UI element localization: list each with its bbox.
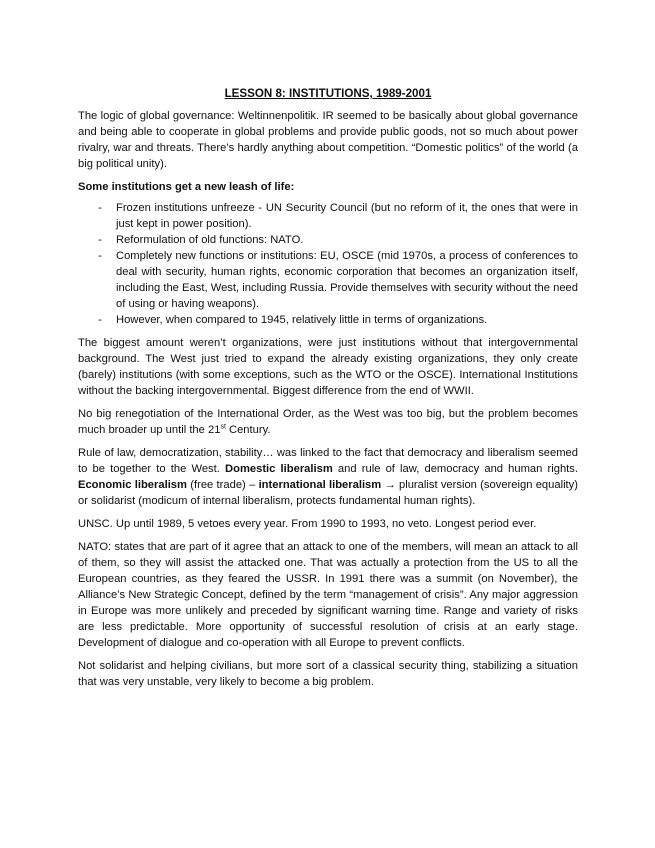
paragraph-unsc: UNSC. Up until 1989, 5 vetoes every year. From 1990 to 1993, no veto. Longest period ever. xyxy=(78,518,537,530)
paragraph-text: No big renegotiation of the International Order, as the West was too big, but the problem becomes much broader up until the 21 xyxy=(78,408,578,436)
paragraph-conclusion: Not solidarist and helping civilians, but more sort of a classical security thing, stabilizing a situation that was very unstable, very likely to become a big problem. xyxy=(78,660,578,688)
list-item-text: Completely new functions or institutions: EU, OSCE (mid 1970s, a process of conferences to deal with security, human rights, economic corporation that becomes an organization itself, including the East, West, including Russia. Provide themselves with security without the need of using or having weapons). xyxy=(116,250,578,310)
bullet-dash: - xyxy=(98,250,102,262)
paragraph-text-end: Century. xyxy=(225,424,271,436)
list-item-text: However, when compared to 1945, relatively little in terms of organizations. xyxy=(116,314,488,326)
bullet-dash: - xyxy=(98,234,102,246)
term-international-liberalism: international liberalism xyxy=(258,479,382,491)
list-item-text: Reformulation of old functions: NATO. xyxy=(116,234,304,246)
list-item xyxy=(78,200,578,232)
term-domestic-liberalism: Domestic liberalism xyxy=(225,463,333,475)
list-item xyxy=(78,248,578,312)
paragraph-text: and rule of law, democracy and human rights. xyxy=(332,463,578,475)
paragraph-nato: NATO: states that are part of it agree that an attack to one of the members, will mean an attack to all of them, so they will assist the attacked one. That was actually a protection from the US to all the European countries, as they feared the USSR. In 1991 there was a summit (on November), the Alliance’s New Strategic Concept, defined by the term “management of crisis”. Any major aggression in Europe was more unlikely and preceded by significant warning time. Range and variety of risks are less predictable. More opportunity of successful resolution of crisis at an early stage. Development of dialogue and co-operation with all Europe to prevent conflicts. xyxy=(78,541,578,649)
list-item xyxy=(78,312,578,328)
paragraph-international-order xyxy=(78,406,578,438)
paragraph-text: pluralist version (sovereign equality) or solidarist (modicum of internal liberalism, protects fundamental human rights). xyxy=(78,479,578,507)
page-title: LESSON 8: INSTITUTIONS, 1989-2001 xyxy=(224,87,432,100)
paragraph-organizations: The biggest amount weren’t organizations, were just institutions without that intergovernmental background. The West just tried to expand the already existing organizations, they only create (barely) institutions (with some exceptions, such as the WTO or the OSCE). International Institutions without the backing intergovernmental. Biggest difference from the end of WWII. xyxy=(78,337,578,397)
bullet-dash: - xyxy=(98,314,102,326)
ordinal-superscript: st xyxy=(220,423,226,431)
arrow-icon: → xyxy=(381,479,399,491)
list-item-text: Frozen institutions unfreeze - UN Security Council (but no reform of it, the ones that were in just kept in power position). xyxy=(116,202,578,230)
document-page xyxy=(78,86,578,697)
term-economic-liberalism: Economic liberalism xyxy=(78,479,187,491)
list-item xyxy=(78,232,578,248)
institutions-list xyxy=(78,200,578,328)
paragraph-text: (free trade) – xyxy=(186,479,259,491)
paragraph-global-governance: The logic of global governance: Weltinnenpolitik. IR seemed to be basically about global governance and being able to cooperate in global problems and provide public goods, not so much about power rivalry, war and threats. There’s hardly anything about competition. “Domestic politics” of the world (a big political unity). xyxy=(78,110,578,170)
paragraph-text: Rule of law, democratization, stability… was linked to the fact that democracy and liberalism seemed to be together to the West. xyxy=(78,447,578,475)
bullet-dash: - xyxy=(98,202,102,214)
section-heading: Some institutions get a new leash of life: xyxy=(78,181,295,193)
paragraph-liberalism xyxy=(78,445,578,509)
